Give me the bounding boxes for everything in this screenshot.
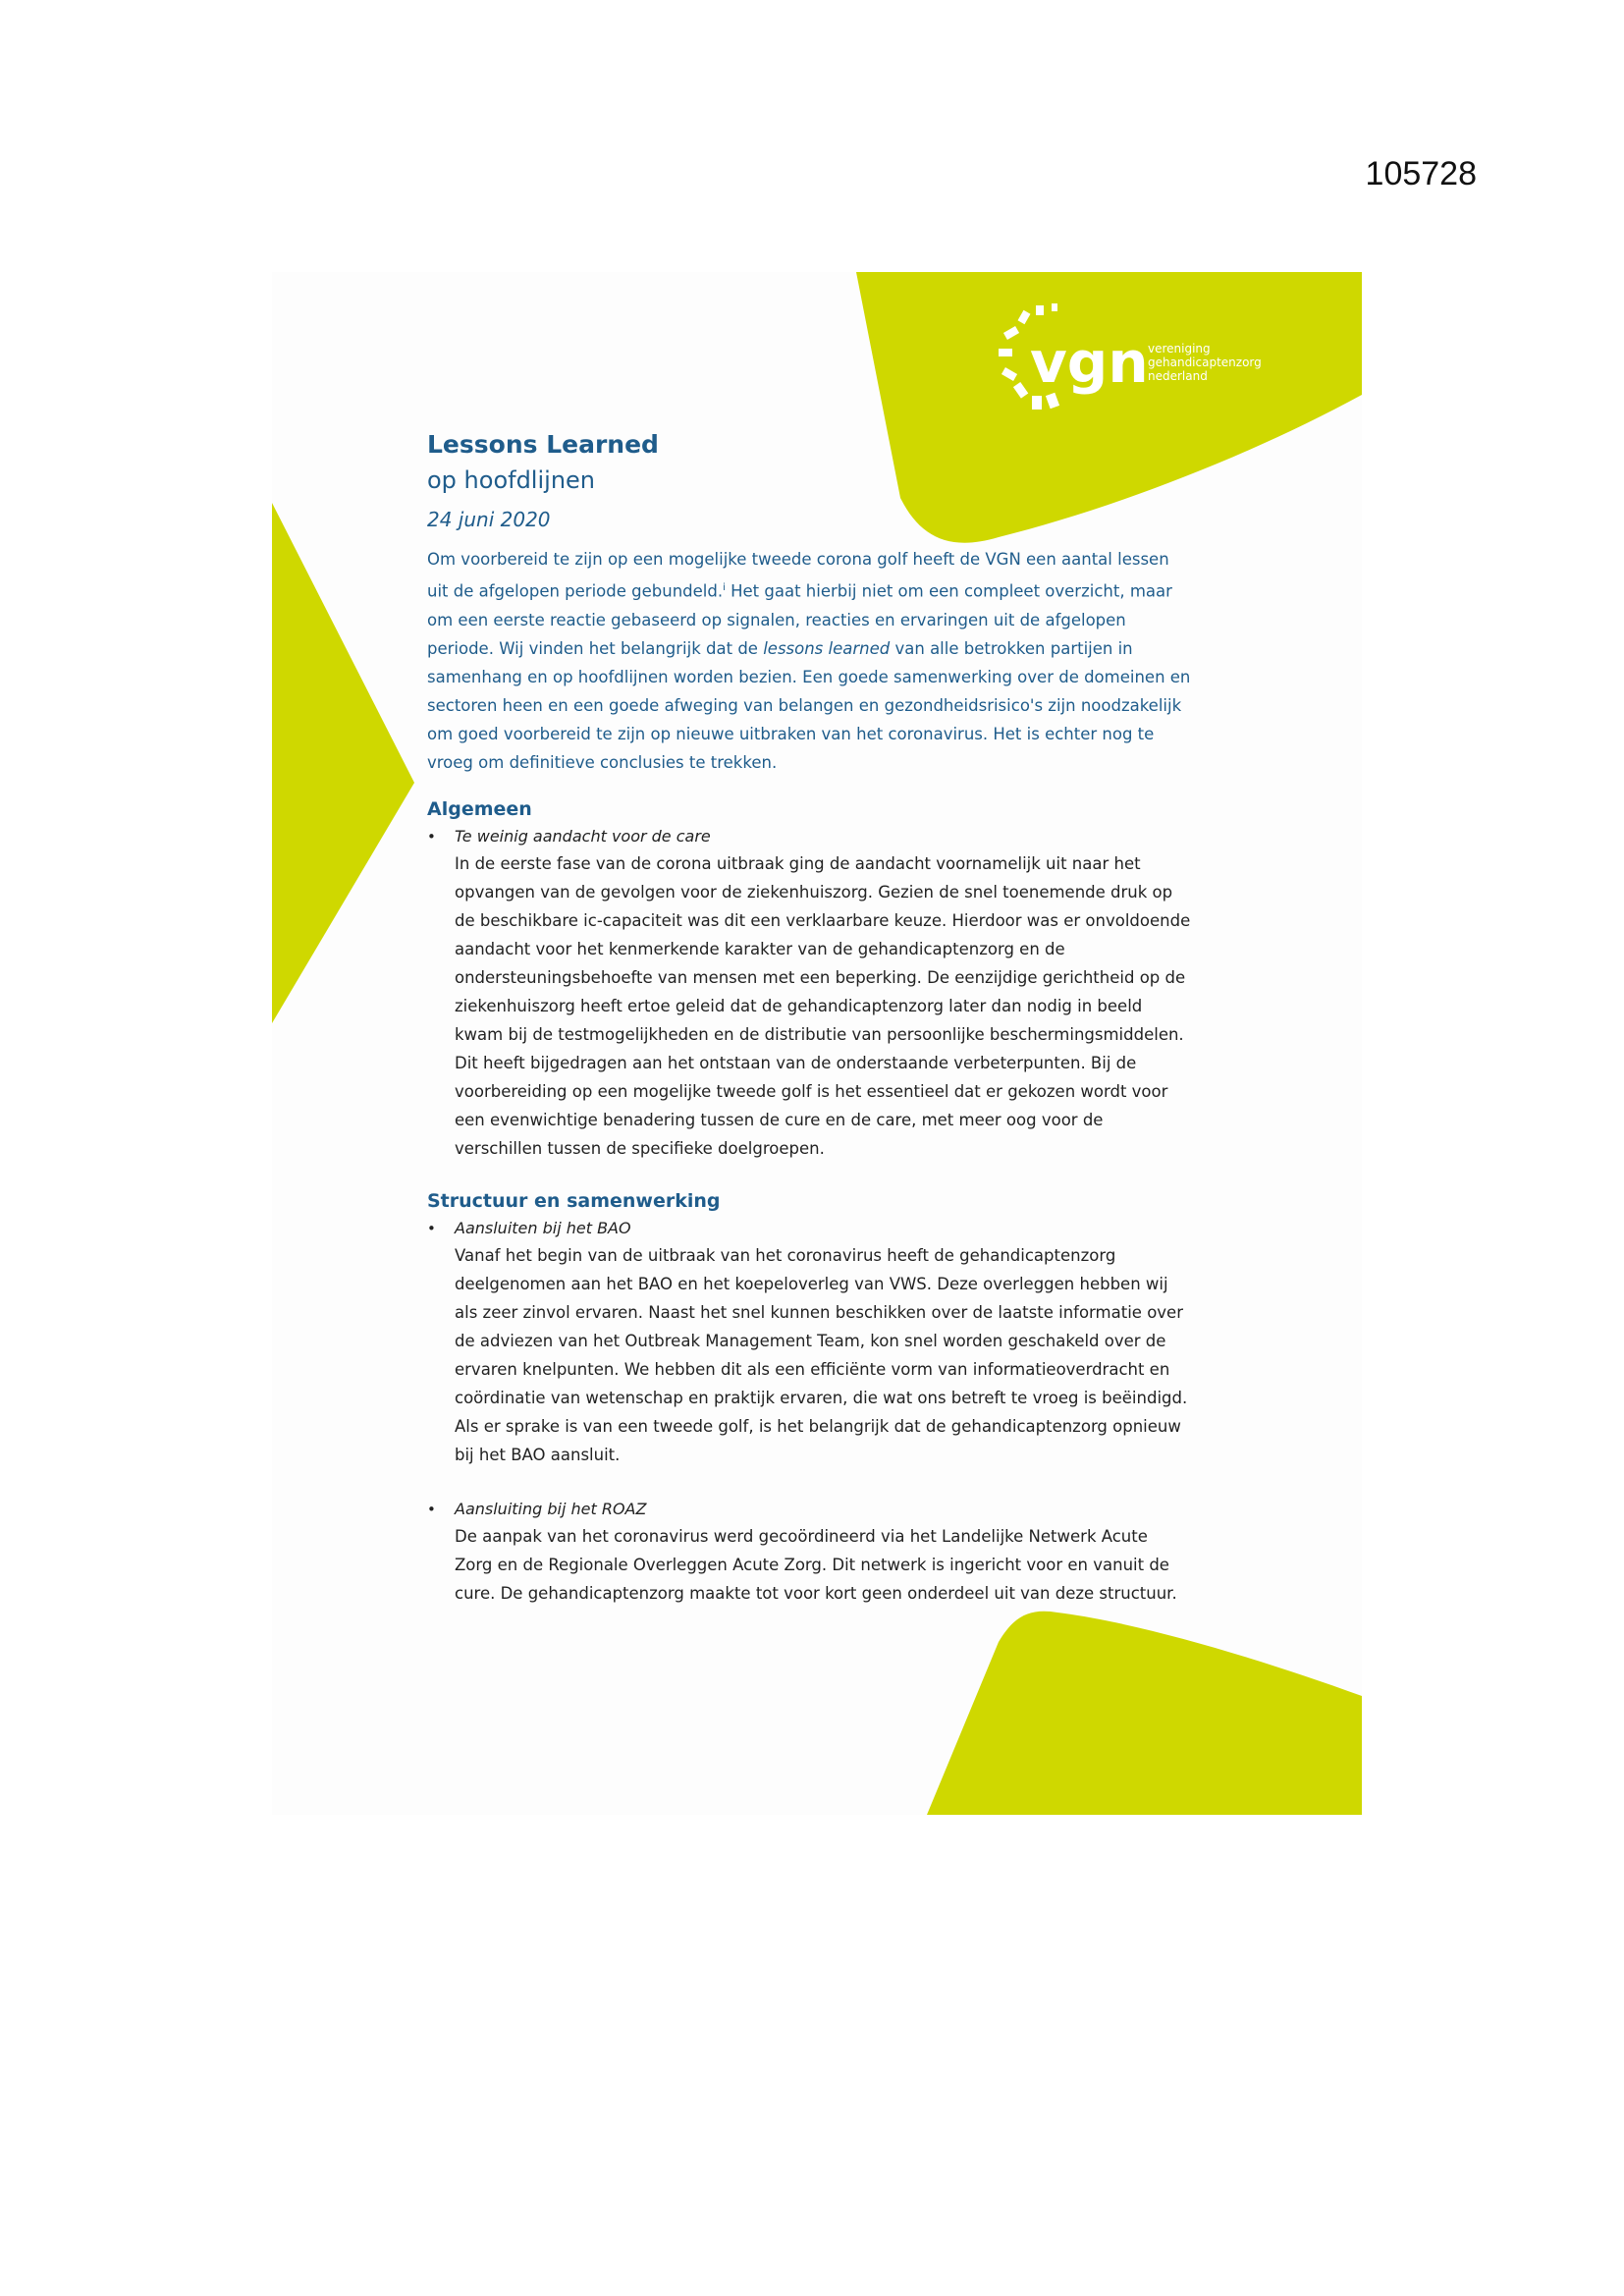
intro-part2: Het gaat hierbij niet om een compleet overzicht, maar om een eerste reactie gebaseerd op signalen, reacties en ervaringen uit de afgelopen periode. Wij vinden het belangrijk dat de [427,581,1172,658]
document-date: 24 juni 2020 [427,508,551,531]
logo-org-line3: nederland [1148,369,1208,383]
intro-part1: Om voorbereid te zijn op een mogelijke tweede corona golf heeft de VGN een aantal lessen uit de afgelopen periode gebundeld. [427,550,1169,601]
bottom-right-lime-shape [927,1612,1362,1815]
left-lime-triangle [272,503,414,1023]
document-page [272,272,1362,1815]
bullet-text: Vanaf het begin van de uitbraak van het coronavirus heeft de gehandicaptenzorg deelgenomen aan het BAO en het koepeloverleg van VWS. Deze overleggen hebben wij als zeer zinvol ervaren. Naast het snel kunnen beschikken over de laatste informatie over de adviezen van het Outbreak Management Team, kon snel worden geschakeld over de ervaren knelpunten. We hebben dit als een efficiënte vorm van informatieoverdracht en coördinatie van wetenschap en praktijk ervaren, die wat ons betreft te vroeg is beëindigd. Als er sprake is van een tweede golf, is het belangrijk dat de gehandicaptenzorg opnieuw bij het BAO aansluit. [455,1245,1188,1464]
intro-paragraph [427,545,1213,777]
bullet-icon: • [427,1219,436,1237]
bullet-title: Aansluiten bij het BAO [455,1218,631,1237]
section-heading-general: Algemeen [427,797,532,820]
logo-org-line1: vereniging [1148,342,1211,355]
intro-emphasis: lessons learned [763,638,891,658]
document-number: 105728 [1365,155,1477,192]
bullet-title: Aansluiting bij het ROAZ [455,1499,647,1518]
bullet-item [427,1216,1213,1469]
bullet-item [427,824,1213,1163]
footnote-marker[interactable]: i [723,582,726,593]
spacer [427,1469,1213,1497]
vgn-logo [979,292,1273,419]
intro-part3: van alle betrokken partijen in samenhang en op hoofdlijnen worden bezien. Een goede samenwerking over de domeinen en sectoren heen en een goede afweging van belangen en gezondheidsrisico's zijn noodzakelijk om goed voorbereid te zijn op nieuwe uitbraken van het coronavirus. Het is echter nog te vroeg om definitieve conclusies te trekken. [427,638,1191,772]
bullet-icon: • [427,1500,436,1518]
bullet-text: In de eerste fase van de corona uitbraak ging de aandacht voornamelijk uit naar het opvangen van de gevolgen voor de ziekenhuiszorg. Gezien de snel toenemende druk op de beschikbare ic-capaciteit was dit een verklaarbare keuze. Hierdoor was er onvoldoende aandacht voor het kenmerkende karakter van de gehandicaptenzorg en de ondersteuningsbehoefte van mensen met een beperking. De eenzijdige gerichtheid op de ziekenhuiszorg heeft ertoe geleid dat de gehandicaptenzorg later dan nodig in beeld kwam bij de testmogelijkheden en de distributie van persoonlijke beschermingsmiddelen. Dit heeft bijgedragen aan het ontstaan van de onderstaande verbeterpunten. Bij de voorbereiding op een mogelijke tweede golf is het essentieel dat er gekozen wordt voor een evenwichtige benadering tussen de cure en de care, met meer oog voor de verschillen tussen de specifieke doelgroepen. [455,853,1191,1158]
document-title: Lessons Learned [427,430,659,459]
logo-wordmark: vgn [1030,329,1149,396]
bullet-title: Te weinig aandacht voor de care [455,826,711,846]
logo-org-line2: gehandicaptenzorg [1148,355,1262,369]
section-heading-structure: Structuur en samenwerking [427,1189,721,1212]
bullet-icon: • [427,827,436,846]
document-content [427,429,1213,1608]
bullet-text: De aanpak van het coronavirus werd gecoördineerd via het Landelijke Netwerk Acute Zorg en de Regionale Overleggen Acute Zorg. Dit netwerk is ingericht voor en vanuit de cure. De gehandicaptenzorg maakte tot voor kort geen onderdeel uit van deze structuur. [455,1526,1177,1603]
bullet-item [427,1497,1213,1608]
document-subtitle: op hoofdlijnen [427,466,595,494]
